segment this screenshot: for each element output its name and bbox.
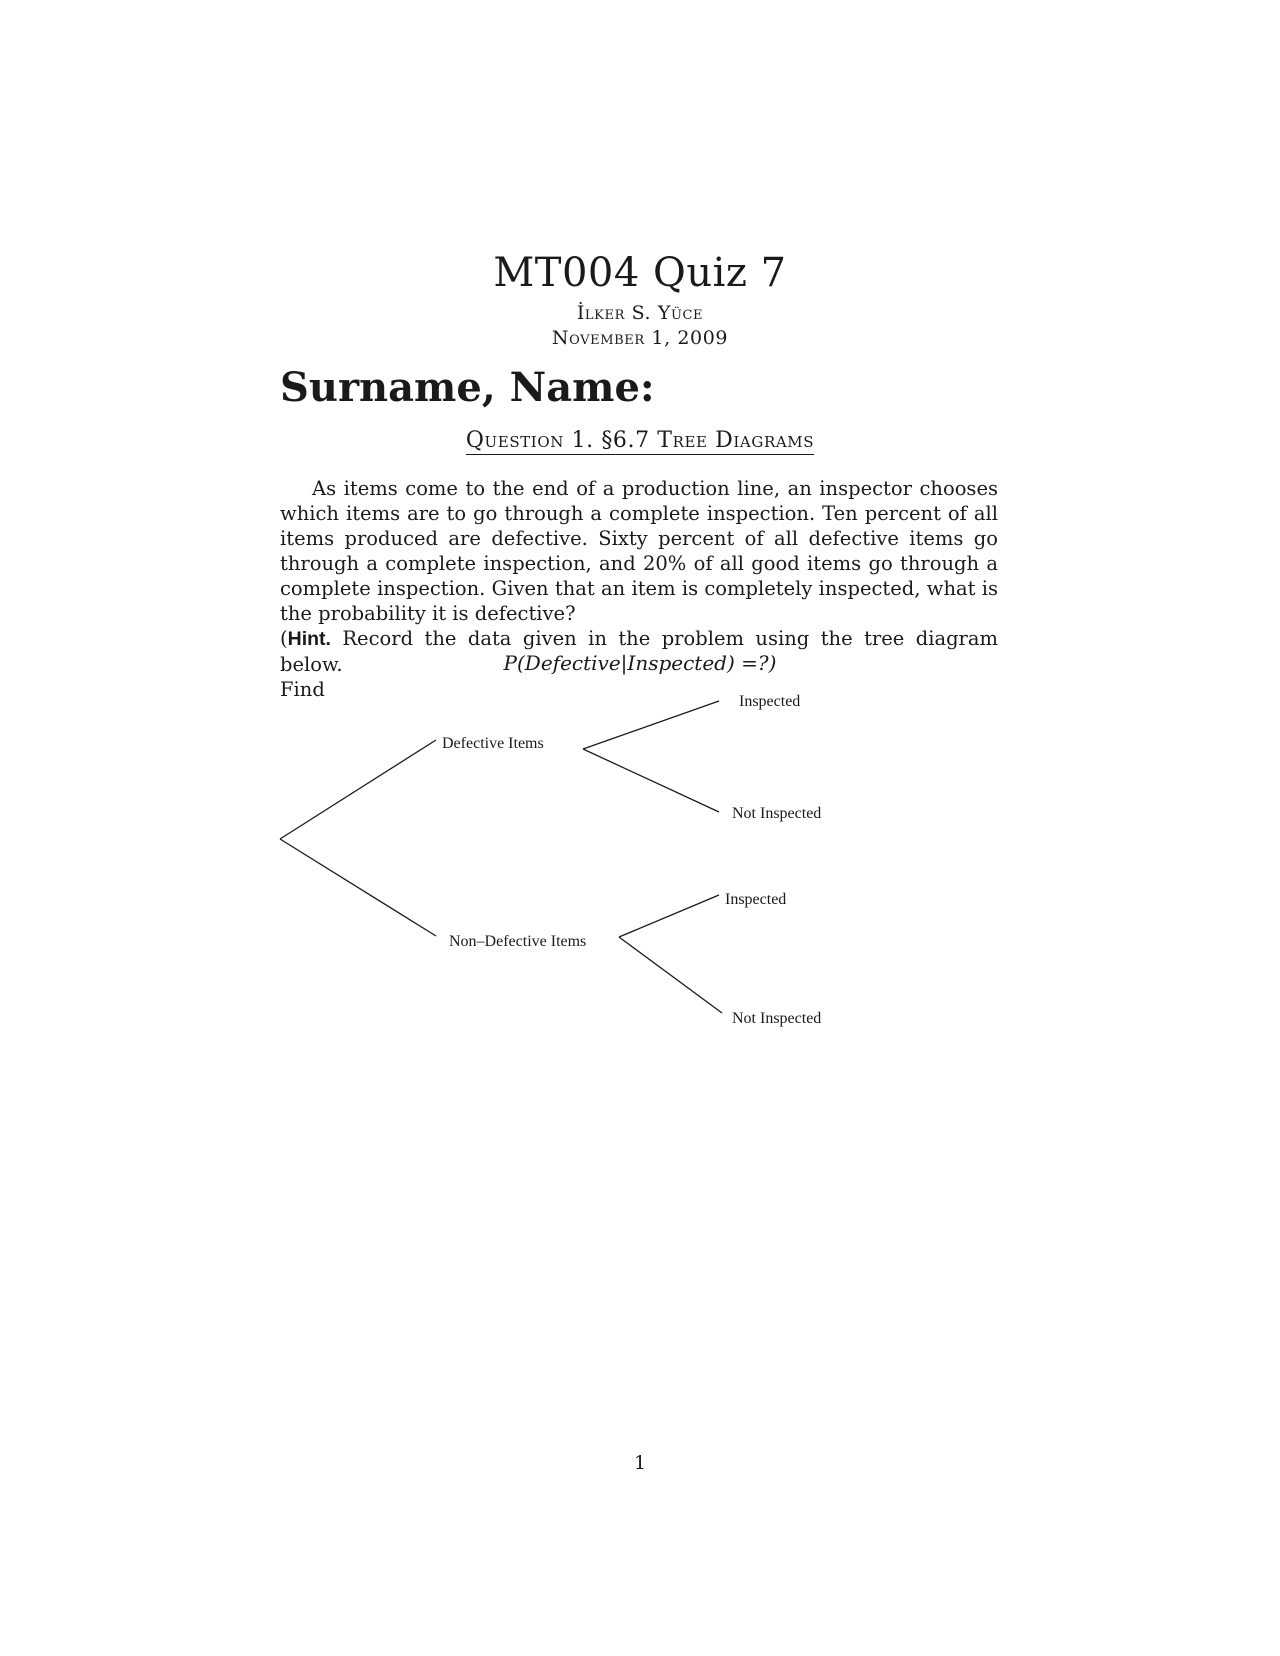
branch-nondefective-to-inspected [619, 895, 719, 937]
quiz-date: November 1, 2009 [551, 327, 729, 349]
leaf-nondefective-inspected: Inspected [725, 891, 787, 908]
hint-label: Hint. [287, 628, 331, 650]
node-defective-items: Defective Items [442, 735, 544, 752]
question-paragraph: As items come to the end of a production line, an inspector chooses which items are to go through a complete inspection. Ten percent of all items produced are defective. Sixty percent of all defective items go through a complete inspection, and 20% of all good items go through a complete inspection. Given that an item is completely inspected, what is the probability it is defective? [280, 477, 998, 625]
hint-text: Record the data given in the problem using the tree diagram below. [280, 627, 998, 676]
leaf-nondefective-not-inspected: Not Inspected [732, 1010, 822, 1027]
author-name: İlker S. Yüce [576, 302, 704, 324]
probability-formula: P(Defective|Inspected) =?) [503, 651, 777, 675]
branch-root-to-nondefective [280, 839, 436, 936]
quiz-title: MT004 Quiz 7 [493, 250, 787, 296]
branch-defective-to-inspected [583, 701, 719, 749]
hint-open-paren: ( [280, 627, 288, 650]
leaf-defective-inspected: Inspected [739, 693, 801, 710]
question-heading-text: Question 1. §6.7 Tree Diagrams [465, 428, 815, 453]
node-nondefective-items: Non–Defective Items [449, 933, 587, 950]
leaf-defective-not-inspected: Not Inspected [732, 805, 822, 822]
branch-nondefective-to-not-inspected [619, 937, 722, 1013]
surname-name-label: Surname, Name: [280, 364, 655, 411]
page-number: 1 [633, 1452, 647, 1474]
branch-root-to-defective [280, 740, 436, 839]
hint-find: Find [280, 678, 325, 701]
branch-defective-to-not-inspected [583, 749, 719, 812]
